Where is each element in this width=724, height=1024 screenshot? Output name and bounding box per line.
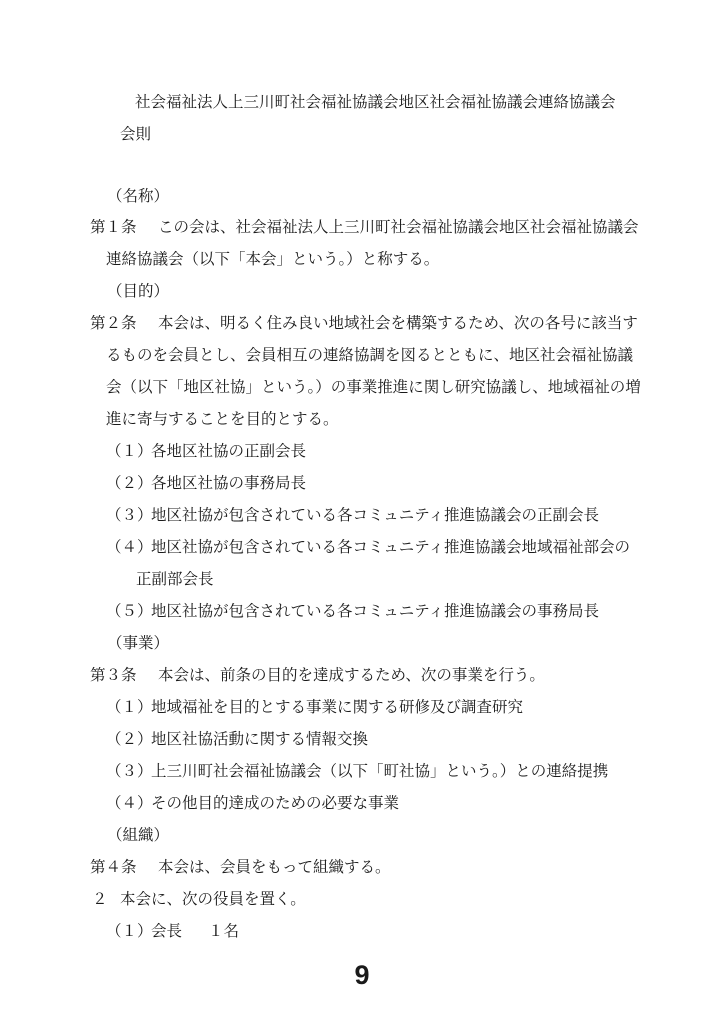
article-1-line: 連絡協議会（以下「本会」という。）と称する。 <box>106 250 440 268</box>
list-item: 会長 <box>151 922 183 940</box>
list-item: 地区社協が包含されている各コミュニティ推進協議会の事務局長 <box>151 602 599 620</box>
article-3-line: 本会は、前条の目的を達成するため、次の事業を行う。 <box>158 666 545 684</box>
list-item: 地区社協活動に関する情報交換 <box>151 730 369 748</box>
list-item-num: （４） <box>106 794 153 812</box>
section-heading-organization: （組織） <box>107 826 170 844</box>
list-item-num: （３） <box>106 506 153 524</box>
article-2-line: るものを会員とし、会員相互の連絡協調を図るとともに、地区社会福祉協議 <box>106 346 634 364</box>
list-item-num: （４） <box>106 538 153 556</box>
section-heading-name: （名称） <box>107 187 170 205</box>
article-2-line: 進に寄与することを目的とする。 <box>106 410 339 428</box>
article-4-label: 第４条 <box>90 858 137 876</box>
list-item-num: （３） <box>106 762 153 780</box>
paragraph-number: ２ <box>92 890 108 908</box>
list-item-num: （１） <box>106 922 153 940</box>
list-item: 各地区社協の正副会長 <box>151 442 307 460</box>
list-item: 地区社協が包含されている各コミュニティ推進協議会の正副会長 <box>151 506 599 524</box>
list-item: 各地区社協の事務局長 <box>151 474 307 492</box>
article-1-label: 第１条 <box>90 218 137 236</box>
list-item-num: （１） <box>106 698 153 716</box>
section-heading-business: （事業） <box>107 634 170 652</box>
article-3-label: 第３条 <box>90 666 137 684</box>
officer-count: １名 <box>208 922 240 940</box>
list-item-num: （２） <box>106 474 153 492</box>
article-4-line: 本会は、会員をもって組織する。 <box>158 858 391 876</box>
article-2-line: 会（以下「地区社協」という。）の事業推進に関し研究協議し、地域福祉の増 <box>106 378 641 396</box>
paragraph-text: 本会に、次の役員を置く。 <box>120 890 306 908</box>
list-item-num: （１） <box>106 442 153 460</box>
list-item: 地域福祉を目的とする事業に関する研修及び調査研究 <box>151 698 524 716</box>
section-heading-purpose: （目的） <box>107 282 170 300</box>
document-title-line2: 会則 <box>120 125 152 143</box>
list-item-num: （２） <box>106 730 153 748</box>
article-2-label: 第２条 <box>90 314 137 332</box>
page-number: 9 <box>354 960 370 990</box>
list-item-num: （５） <box>106 602 153 620</box>
article-1-line: この会は、社会福祉法人上三川町社会福祉協議会地区社会福祉協議会 <box>158 218 639 236</box>
list-item-continuation: 正副部会長 <box>136 570 214 588</box>
list-item: その他目的達成のための必要な事業 <box>151 794 400 812</box>
list-item: 上三川町社会福祉協議会（以下「町社協」という。）との連絡提携 <box>151 762 609 780</box>
article-2-line: 本会は、明るく住み良い地域社会を構築するため、次の各号に該当す <box>158 314 638 332</box>
document-title: 社会福祉法人上三川町社会福祉協議会地区社会福祉協議会連絡協議会 <box>135 93 616 111</box>
list-item: 地区社協が包含されている各コミュニティ推進協議会地域福祉部会の <box>151 538 630 556</box>
